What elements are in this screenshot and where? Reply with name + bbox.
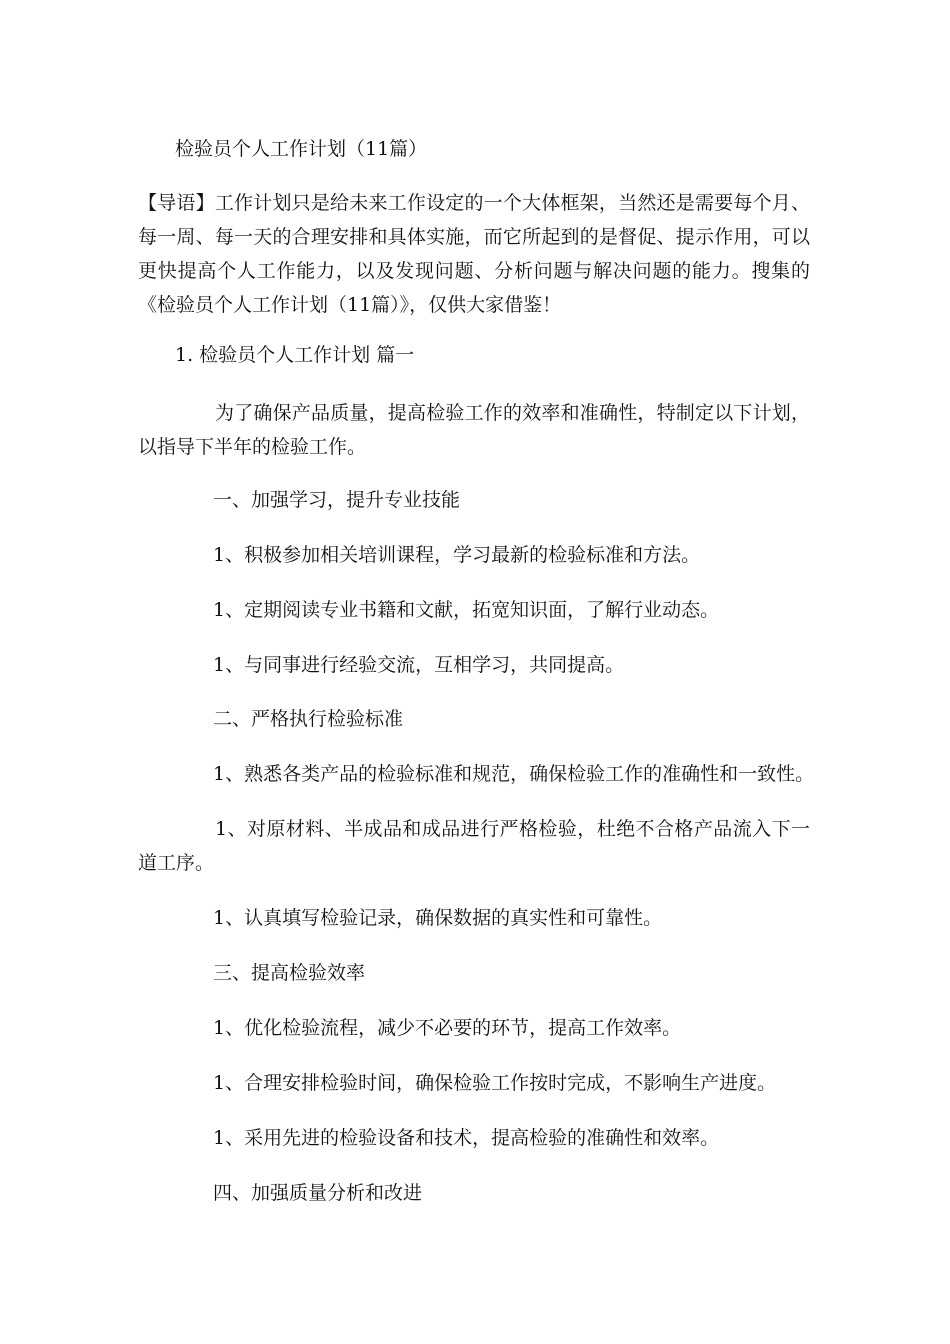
list-item: 1、与同事进行经验交流，互相学习，共同提高。	[213, 654, 625, 676]
list-item: 1、采用先进的检验设备和技术，提高检验的准确性和效率。	[213, 1127, 720, 1149]
body-paragraph: 为了确保产品质量，提高检验工作的效率和准确性，特制定以下计划，以指导下半年的检验工作。	[138, 402, 810, 458]
list-item: 1、定期阅读专业书籍和文献，拓宽知识面，了解行业动态。	[213, 599, 720, 621]
subsection-heading: 三、提高检验效率	[213, 962, 366, 984]
list-item: 1、合理安排检验时间，确保检验工作按时完成，不影响生产进度。	[213, 1072, 777, 1094]
list-item: 1、对原材料、半成品和成品进行严格检验，杜绝不合格产品流入下一道工序。	[138, 818, 810, 874]
subsection-heading: 二、严格执行检验标准	[213, 708, 404, 730]
list-item: 1、积极参加相关培训课程，学习最新的检验标准和方法。	[213, 544, 701, 566]
intro-paragraph: 【导语】工作计划只是给未来工作设定的一个大体框架，当然还是需要每个月、每一周、每一天的合理安排和具体实施，而它所起到的是督促、提示作用，可以更快提高个人工作能力，以及发现问题、分析问题与解决问题的能力。搜集的《检验员个人工作计划（11篇）》，仅供大家借鉴！	[138, 192, 810, 316]
list-item: 1、熟悉各类产品的检验标准和规范，确保检验工作的准确性和一致性。	[213, 763, 815, 785]
subsection-heading: 一、加强学习，提升专业技能	[213, 489, 461, 511]
subsection-heading: 四、加强质量分析和改进	[213, 1182, 423, 1204]
section-heading: 1. 检验员个人工作计划 篇一	[175, 344, 415, 366]
list-item: 1、优化检验流程，减少不必要的环节，提高工作效率。	[213, 1017, 682, 1039]
document-title: 检验员个人工作计划（11篇）	[175, 138, 428, 160]
list-item: 1、认真填写检验记录，确保数据的真实性和可靠性。	[213, 907, 663, 929]
